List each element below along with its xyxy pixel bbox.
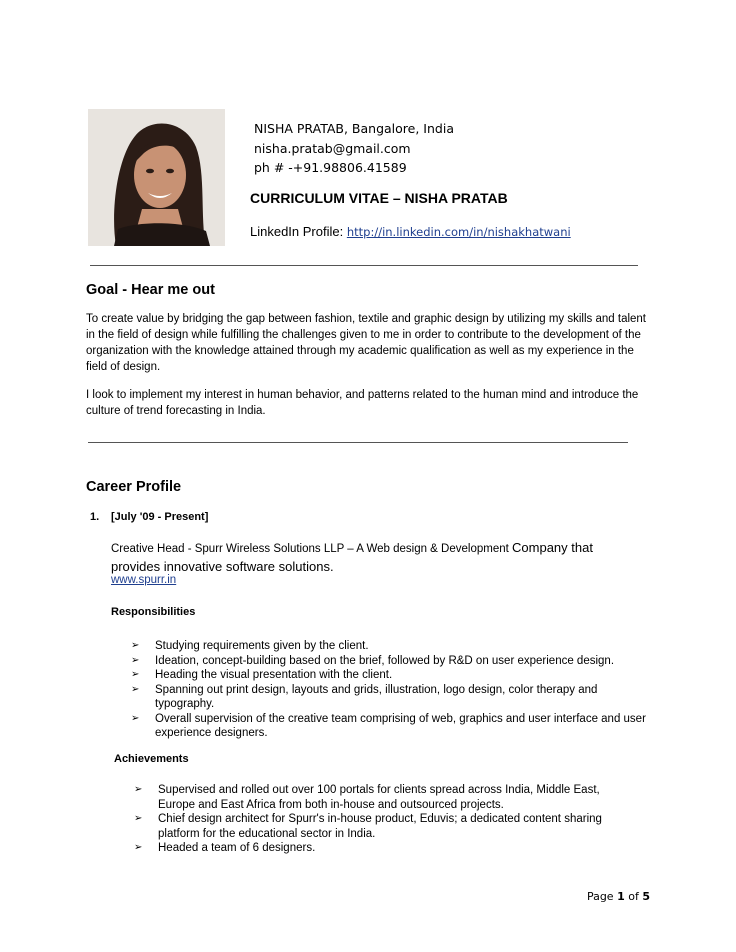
job-role-part-2: Company that provides innovative software solutions. bbox=[111, 540, 593, 574]
profile-photo bbox=[88, 109, 225, 246]
job-role-part-1: Creative Head - Spurr Wireless Solutions LLP – A Web design & Development bbox=[111, 543, 513, 555]
job-period: [July '09 - Present] bbox=[111, 511, 209, 523]
arrow-bullet-icon: ➢ bbox=[134, 784, 143, 795]
page-number: Page 1 of 5 bbox=[586, 890, 650, 903]
arrow-bullet-icon: ➢ bbox=[131, 654, 140, 666]
goal-heading: Goal - Hear me out bbox=[86, 282, 215, 298]
company-website-link[interactable]: www.spurr.in bbox=[111, 574, 177, 586]
header-divider bbox=[90, 265, 638, 266]
arrow-bullet-icon: ➢ bbox=[134, 842, 143, 853]
list-item: ➢ Spanning out print design, layouts and grids, illustration, logo design, color therapy and typography. bbox=[131, 683, 598, 710]
linkedin-link[interactable]: http://in.linkedin.com/in/nishakhatwani bbox=[346, 225, 571, 239]
arrow-bullet-icon: ➢ bbox=[131, 669, 140, 680]
goal-paragraph-2: I look to implement my interest in human behavior, and patterns related to the human mind and introduce the culture of trend forecasting in India. bbox=[86, 389, 639, 417]
phone-text: ph # -+91.98806.41589 bbox=[254, 160, 407, 175]
list-item: ➢ Heading the visual presentation with the client. bbox=[131, 669, 393, 681]
list-item: ➢ Studying requirements given by the client. bbox=[131, 640, 369, 652]
list-item: ➢ Supervised and rolled out over 100 portals for clients spread across India, Middle East, Europe and East Africa from both in-house and outsourced projects. bbox=[134, 784, 600, 811]
arrow-bullet-icon: ➢ bbox=[131, 683, 140, 695]
portrait-image bbox=[88, 109, 225, 246]
responsibilities-list bbox=[131, 639, 646, 741]
goal-divider bbox=[88, 442, 628, 443]
achievements-list bbox=[134, 783, 634, 856]
arrow-bullet-icon: ➢ bbox=[131, 712, 140, 724]
arrow-bullet-icon: ➢ bbox=[134, 813, 143, 824]
list-item: ➢ Chief design architect for Spurr's in-house product, Eduvis; a dedicated content sharing platform for the educational sector in India. bbox=[134, 813, 602, 840]
linkedin-label: LinkedIn Profile: bbox=[250, 224, 347, 239]
cv-title: CURRICULUM VITAE – NISHA PRATAB bbox=[250, 190, 508, 206]
achievements-heading: Achievements bbox=[114, 753, 189, 765]
name-location: NISHA PRATAB, Bangalore, India bbox=[254, 121, 454, 136]
email-text: nisha.pratab@gmail.com bbox=[254, 141, 411, 156]
responsibilities-heading: Responsibilities bbox=[111, 606, 196, 618]
career-heading: Career Profile bbox=[86, 479, 182, 495]
list-item: ➢ Overall supervision of the creative team comprising of web, graphics and user interface and user experience designers. bbox=[131, 712, 646, 739]
job-number: 1. bbox=[90, 511, 100, 523]
list-item: ➢ Ideation, concept-building based on the brief, followed by R&D on user experience design. bbox=[131, 654, 615, 667]
linkedin-line bbox=[250, 224, 571, 239]
goal-paragraph-1: To create value by bridging the gap between fashion, textile and graphic design by utilizing my skills and talent in the field of design while fulfilling the challenges given to me in order to contribute to the development of the organization with the knowledge attained through my academic qualification as well as my experience in the field of design. bbox=[86, 313, 647, 373]
arrow-bullet-icon: ➢ bbox=[131, 640, 140, 651]
job-role bbox=[111, 539, 631, 576]
list-item: ➢ Headed a team of 6 designers. bbox=[134, 842, 316, 854]
